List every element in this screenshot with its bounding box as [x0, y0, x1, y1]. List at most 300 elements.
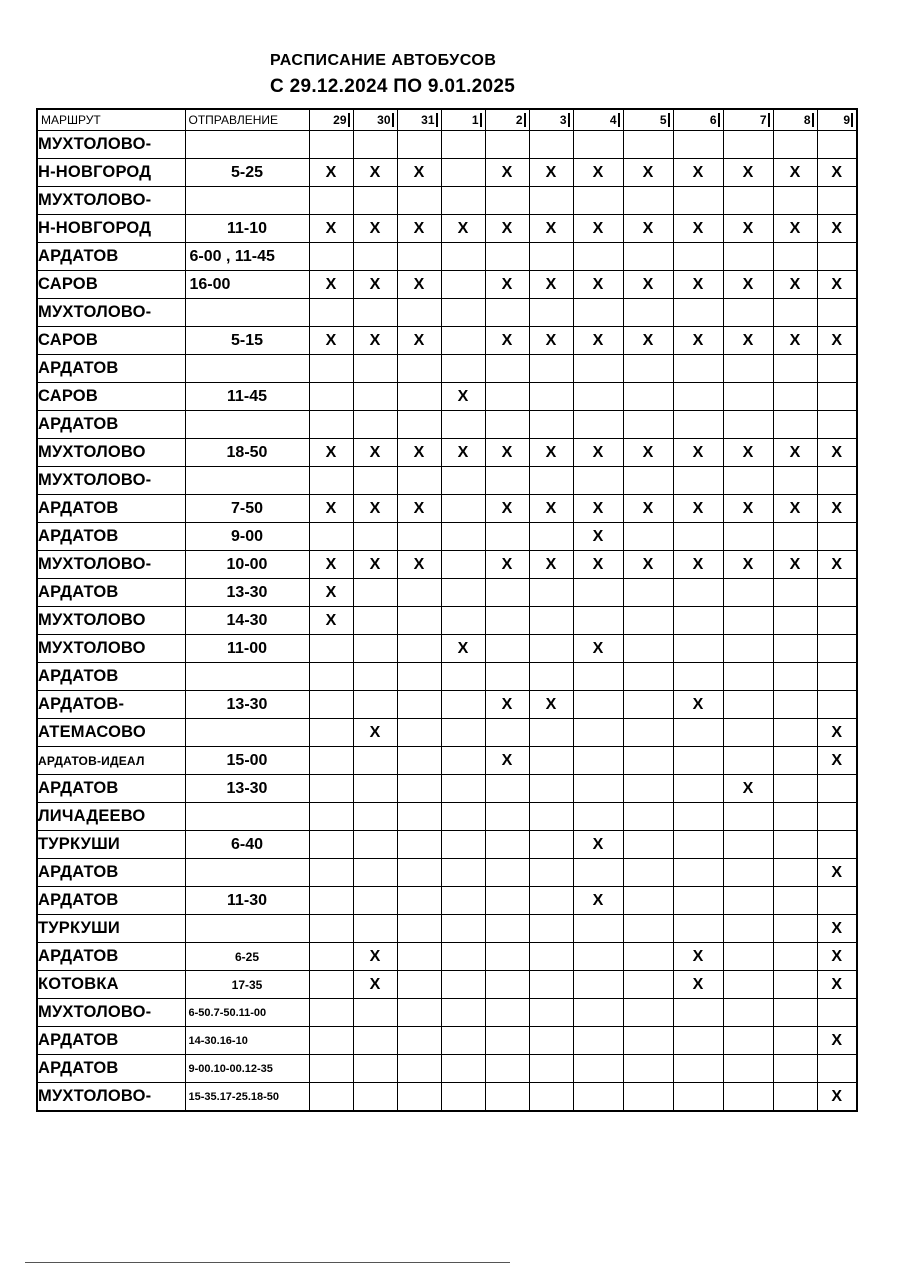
- day-mark-cell: X: [485, 271, 529, 299]
- day-mark-cell: X: [309, 271, 353, 299]
- day-mark-cell: X: [723, 551, 773, 579]
- day-mark-cell: X: [485, 691, 529, 719]
- table-row: [37, 579, 857, 607]
- header-route: МАРШРУТ: [37, 109, 185, 131]
- day-mark-cell: X: [309, 607, 353, 635]
- day-mark-cell: [397, 915, 441, 943]
- route-cell: АРДАТОВ: [37, 1027, 185, 1055]
- table-row: [37, 747, 857, 775]
- route-cell: МУХТОЛОВО: [37, 439, 185, 467]
- day-mark-cell: [623, 1027, 673, 1055]
- day-mark-cell: [397, 859, 441, 887]
- departure-cell: 17-35: [185, 971, 309, 999]
- day-mark-cell: [773, 719, 817, 747]
- day-mark-cell: [773, 887, 817, 915]
- day-mark-cell: [485, 243, 529, 271]
- day-mark-cell: X: [529, 159, 573, 187]
- day-mark-cell: [529, 1083, 573, 1112]
- day-mark-cell: [529, 971, 573, 999]
- day-mark-cell: [623, 999, 673, 1027]
- day-mark-cell: [673, 719, 723, 747]
- day-mark-cell: X: [723, 327, 773, 355]
- day-mark-cell: [817, 299, 857, 327]
- day-mark-cell: X: [773, 551, 817, 579]
- day-mark-cell: X: [817, 215, 857, 243]
- day-mark-cell: [309, 1083, 353, 1112]
- day-mark-cell: [441, 1027, 485, 1055]
- day-mark-cell: [441, 719, 485, 747]
- day-mark-cell: [573, 131, 623, 159]
- day-mark-cell: [353, 887, 397, 915]
- day-mark-cell: [817, 803, 857, 831]
- day-mark-cell: [817, 831, 857, 859]
- day-mark-cell: X: [623, 327, 673, 355]
- day-mark-cell: [817, 411, 857, 439]
- day-mark-cell: [353, 579, 397, 607]
- day-mark-cell: X: [673, 551, 723, 579]
- day-mark-cell: [623, 131, 673, 159]
- day-mark-cell: [529, 299, 573, 327]
- day-mark-cell: [309, 299, 353, 327]
- day-mark-cell: [309, 467, 353, 495]
- day-mark-cell: [397, 355, 441, 383]
- table-row: [37, 131, 857, 159]
- day-mark-cell: X: [817, 747, 857, 775]
- day-mark-cell: X: [817, 971, 857, 999]
- day-mark-cell: [623, 467, 673, 495]
- day-mark-cell: X: [529, 439, 573, 467]
- day-mark-cell: X: [817, 719, 857, 747]
- day-mark-cell: [441, 607, 485, 635]
- day-mark-cell: [353, 691, 397, 719]
- day-mark-cell: [817, 691, 857, 719]
- day-mark-cell: [397, 467, 441, 495]
- day-mark-cell: [773, 747, 817, 775]
- day-mark-cell: X: [773, 439, 817, 467]
- day-mark-cell: [529, 131, 573, 159]
- day-mark-cell: [485, 971, 529, 999]
- day-mark-cell: [673, 243, 723, 271]
- day-mark-cell: [673, 915, 723, 943]
- day-mark-cell: [773, 299, 817, 327]
- day-mark-cell: X: [353, 327, 397, 355]
- day-mark-cell: [353, 187, 397, 215]
- day-mark-cell: X: [573, 439, 623, 467]
- day-mark-cell: [485, 803, 529, 831]
- day-mark-cell: [485, 411, 529, 439]
- day-mark-cell: [723, 747, 773, 775]
- day-mark-cell: [817, 187, 857, 215]
- day-mark-cell: X: [573, 635, 623, 663]
- day-mark-cell: [573, 467, 623, 495]
- day-mark-cell: [309, 915, 353, 943]
- day-mark-cell: [529, 859, 573, 887]
- day-mark-cell: [309, 523, 353, 551]
- day-mark-cell: [397, 383, 441, 411]
- table-row: [37, 971, 857, 999]
- day-mark-cell: X: [353, 551, 397, 579]
- day-mark-cell: [573, 943, 623, 971]
- day-mark-cell: [573, 775, 623, 803]
- day-mark-cell: [723, 635, 773, 663]
- day-mark-cell: [353, 1027, 397, 1055]
- day-mark-cell: [397, 999, 441, 1027]
- day-mark-cell: [623, 243, 673, 271]
- header-day: 30: [353, 109, 397, 131]
- departure-cell: 10-00: [185, 551, 309, 579]
- day-mark-cell: [309, 831, 353, 859]
- day-mark-cell: [573, 1083, 623, 1112]
- day-mark-cell: [309, 411, 353, 439]
- day-mark-cell: [723, 187, 773, 215]
- day-mark-cell: [397, 411, 441, 439]
- header-day: 7: [723, 109, 773, 131]
- day-mark-cell: [309, 887, 353, 915]
- day-mark-cell: [817, 775, 857, 803]
- day-mark-cell: [309, 635, 353, 663]
- day-mark-cell: [723, 579, 773, 607]
- departure-cell: [185, 299, 309, 327]
- day-mark-cell: [485, 467, 529, 495]
- departure-cell: [185, 411, 309, 439]
- day-mark-cell: [353, 243, 397, 271]
- day-mark-cell: [623, 383, 673, 411]
- day-mark-cell: X: [397, 327, 441, 355]
- day-mark-cell: [723, 999, 773, 1027]
- day-mark-cell: [529, 383, 573, 411]
- day-mark-cell: [529, 1027, 573, 1055]
- day-mark-cell: [309, 971, 353, 999]
- table-row: [37, 327, 857, 355]
- day-mark-cell: [441, 159, 485, 187]
- day-mark-cell: X: [817, 915, 857, 943]
- day-mark-cell: X: [397, 215, 441, 243]
- header-day: 8: [773, 109, 817, 131]
- day-mark-cell: [673, 355, 723, 383]
- day-mark-cell: X: [673, 215, 723, 243]
- day-mark-cell: [673, 663, 723, 691]
- route-cell: АРДАТОВ: [37, 579, 185, 607]
- departure-cell: [185, 355, 309, 383]
- table-row: [37, 1083, 857, 1112]
- day-mark-cell: [817, 523, 857, 551]
- day-mark-cell: X: [573, 159, 623, 187]
- header-row: [37, 109, 857, 131]
- day-mark-cell: [441, 187, 485, 215]
- route-cell: АРДАТОВ: [37, 243, 185, 271]
- departure-cell: 9-00: [185, 523, 309, 551]
- day-mark-cell: X: [623, 439, 673, 467]
- day-mark-cell: [353, 1055, 397, 1083]
- table-row: [37, 495, 857, 523]
- departure-cell: 6-25: [185, 943, 309, 971]
- day-mark-cell: X: [485, 327, 529, 355]
- day-mark-cell: X: [817, 159, 857, 187]
- day-mark-cell: [309, 1027, 353, 1055]
- day-mark-cell: X: [573, 327, 623, 355]
- table-row: [37, 775, 857, 803]
- route-cell: АРДАТОВ: [37, 663, 185, 691]
- day-mark-cell: [397, 691, 441, 719]
- table-row: [37, 243, 857, 271]
- day-mark-cell: [623, 1083, 673, 1112]
- day-mark-cell: X: [309, 495, 353, 523]
- departure-cell: 11-00: [185, 635, 309, 663]
- route-cell: МУХТОЛОВО-: [37, 299, 185, 327]
- day-mark-cell: [397, 299, 441, 327]
- route-cell: Н-НОВГОРОД: [37, 215, 185, 243]
- header-day: 29: [309, 109, 353, 131]
- day-mark-cell: [353, 915, 397, 943]
- day-mark-cell: [773, 1083, 817, 1112]
- day-mark-cell: X: [529, 215, 573, 243]
- table-row: [37, 383, 857, 411]
- day-mark-cell: X: [623, 271, 673, 299]
- day-mark-cell: X: [723, 495, 773, 523]
- day-mark-cell: [773, 187, 817, 215]
- day-mark-cell: [397, 579, 441, 607]
- day-mark-cell: X: [673, 271, 723, 299]
- day-mark-cell: [817, 467, 857, 495]
- day-mark-cell: [773, 607, 817, 635]
- day-mark-cell: [723, 299, 773, 327]
- day-mark-cell: [723, 411, 773, 439]
- day-mark-cell: X: [353, 719, 397, 747]
- departure-cell: 11-10: [185, 215, 309, 243]
- day-mark-cell: [309, 1055, 353, 1083]
- day-mark-cell: [397, 943, 441, 971]
- day-mark-cell: [353, 747, 397, 775]
- day-mark-cell: [441, 355, 485, 383]
- day-mark-cell: [309, 243, 353, 271]
- day-mark-cell: [485, 131, 529, 159]
- day-mark-cell: [623, 915, 673, 943]
- day-mark-cell: X: [723, 215, 773, 243]
- day-mark-cell: [485, 1083, 529, 1112]
- day-mark-cell: [529, 1055, 573, 1083]
- table-row: [37, 915, 857, 943]
- day-mark-cell: [397, 243, 441, 271]
- day-mark-cell: [817, 1055, 857, 1083]
- day-mark-cell: [485, 383, 529, 411]
- day-mark-cell: X: [441, 383, 485, 411]
- day-mark-cell: [673, 1083, 723, 1112]
- day-mark-cell: X: [441, 215, 485, 243]
- day-mark-cell: [623, 775, 673, 803]
- route-cell: АРДАТОВ: [37, 495, 185, 523]
- day-mark-cell: [773, 999, 817, 1027]
- day-mark-cell: [673, 635, 723, 663]
- day-mark-cell: X: [353, 159, 397, 187]
- day-mark-cell: X: [773, 495, 817, 523]
- route-cell: САРОВ: [37, 271, 185, 299]
- departure-cell: 13-30: [185, 579, 309, 607]
- route-cell: АРДАТОВ-: [37, 691, 185, 719]
- day-mark-cell: [485, 663, 529, 691]
- day-mark-cell: [723, 523, 773, 551]
- day-mark-cell: [485, 775, 529, 803]
- day-mark-cell: [773, 943, 817, 971]
- day-mark-cell: [441, 579, 485, 607]
- departure-cell: 13-30: [185, 691, 309, 719]
- day-mark-cell: [441, 299, 485, 327]
- table-row: [37, 411, 857, 439]
- table-row: [37, 831, 857, 859]
- day-mark-cell: X: [441, 439, 485, 467]
- table-row: [37, 663, 857, 691]
- day-mark-cell: [441, 411, 485, 439]
- day-mark-cell: [397, 831, 441, 859]
- departure-cell: 6-00 , 11-45: [185, 243, 309, 271]
- day-mark-cell: [673, 887, 723, 915]
- day-mark-cell: X: [673, 439, 723, 467]
- route-cell: АРДАТОВ: [37, 523, 185, 551]
- day-mark-cell: X: [773, 327, 817, 355]
- day-mark-cell: [529, 775, 573, 803]
- day-mark-cell: [441, 551, 485, 579]
- route-cell: КОТОВКА: [37, 971, 185, 999]
- day-mark-cell: [309, 355, 353, 383]
- day-mark-cell: [309, 131, 353, 159]
- day-mark-cell: [623, 859, 673, 887]
- day-mark-cell: [485, 1055, 529, 1083]
- day-mark-cell: [773, 1055, 817, 1083]
- day-mark-cell: [817, 999, 857, 1027]
- day-mark-cell: X: [773, 271, 817, 299]
- day-mark-cell: [441, 747, 485, 775]
- day-mark-cell: [309, 859, 353, 887]
- departure-cell: [185, 803, 309, 831]
- route-cell: ТУРКУШИ: [37, 915, 185, 943]
- route-cell: МУХТОЛОВО-: [37, 551, 185, 579]
- day-mark-cell: [673, 467, 723, 495]
- day-mark-cell: [529, 355, 573, 383]
- day-mark-cell: X: [817, 495, 857, 523]
- day-mark-cell: [673, 859, 723, 887]
- day-mark-cell: [623, 943, 673, 971]
- day-mark-cell: X: [623, 215, 673, 243]
- day-mark-cell: [673, 131, 723, 159]
- day-mark-cell: X: [309, 579, 353, 607]
- day-mark-cell: [723, 831, 773, 859]
- day-mark-cell: [441, 131, 485, 159]
- day-mark-cell: [397, 1083, 441, 1112]
- header-day: 9: [817, 109, 857, 131]
- day-mark-cell: X: [817, 551, 857, 579]
- day-mark-cell: [397, 1055, 441, 1083]
- day-mark-cell: X: [353, 971, 397, 999]
- day-mark-cell: X: [485, 439, 529, 467]
- table-row: [37, 159, 857, 187]
- day-mark-cell: [573, 859, 623, 887]
- day-mark-cell: [529, 831, 573, 859]
- day-mark-cell: X: [529, 327, 573, 355]
- day-mark-cell: X: [485, 159, 529, 187]
- departure-cell: 9-00.10-00.12-35: [185, 1055, 309, 1083]
- day-mark-cell: [309, 803, 353, 831]
- table-row: [37, 523, 857, 551]
- table-row: [37, 467, 857, 495]
- day-mark-cell: [673, 523, 723, 551]
- departure-cell: 13-30: [185, 775, 309, 803]
- day-mark-cell: [573, 1055, 623, 1083]
- table-row: [37, 187, 857, 215]
- day-mark-cell: [397, 775, 441, 803]
- table-row: [37, 803, 857, 831]
- table-row: [37, 215, 857, 243]
- day-mark-cell: [723, 1027, 773, 1055]
- departure-cell: [185, 663, 309, 691]
- day-mark-cell: [397, 971, 441, 999]
- day-mark-cell: [397, 887, 441, 915]
- route-cell: МУХТОЛОВО: [37, 635, 185, 663]
- day-mark-cell: [485, 1027, 529, 1055]
- day-mark-cell: [485, 187, 529, 215]
- day-mark-cell: X: [309, 215, 353, 243]
- day-mark-cell: X: [397, 271, 441, 299]
- day-mark-cell: [623, 579, 673, 607]
- header-day: 5: [623, 109, 673, 131]
- day-mark-cell: [773, 663, 817, 691]
- day-mark-cell: [397, 719, 441, 747]
- route-cell: АРДАТОВ: [37, 859, 185, 887]
- day-mark-cell: [309, 719, 353, 747]
- day-mark-cell: X: [723, 439, 773, 467]
- day-mark-cell: X: [353, 439, 397, 467]
- day-mark-cell: [529, 943, 573, 971]
- day-mark-cell: X: [817, 271, 857, 299]
- day-mark-cell: [529, 999, 573, 1027]
- table-row: [37, 271, 857, 299]
- day-mark-cell: [623, 355, 673, 383]
- day-mark-cell: [485, 355, 529, 383]
- day-mark-cell: [353, 411, 397, 439]
- day-mark-cell: [817, 355, 857, 383]
- day-mark-cell: X: [773, 159, 817, 187]
- table-row: [37, 1055, 857, 1083]
- day-mark-cell: [623, 971, 673, 999]
- day-mark-cell: [441, 1055, 485, 1083]
- day-mark-cell: [485, 523, 529, 551]
- day-mark-cell: [309, 999, 353, 1027]
- day-mark-cell: [441, 1083, 485, 1112]
- departure-cell: 7-50: [185, 495, 309, 523]
- day-mark-cell: [573, 915, 623, 943]
- day-mark-cell: [441, 971, 485, 999]
- departure-cell: [185, 859, 309, 887]
- day-mark-cell: [529, 747, 573, 775]
- day-mark-cell: X: [353, 495, 397, 523]
- day-mark-cell: [573, 383, 623, 411]
- day-mark-cell: [673, 831, 723, 859]
- day-mark-cell: [723, 915, 773, 943]
- day-mark-cell: [773, 467, 817, 495]
- day-mark-cell: [673, 747, 723, 775]
- departure-cell: 5-15: [185, 327, 309, 355]
- day-mark-cell: [485, 607, 529, 635]
- day-mark-cell: [441, 523, 485, 551]
- day-mark-cell: [673, 1027, 723, 1055]
- day-mark-cell: [441, 663, 485, 691]
- day-mark-cell: [723, 887, 773, 915]
- day-mark-cell: [623, 187, 673, 215]
- day-mark-cell: [353, 635, 397, 663]
- day-mark-cell: [441, 327, 485, 355]
- day-mark-cell: [309, 691, 353, 719]
- departure-cell: [185, 131, 309, 159]
- day-mark-cell: [817, 663, 857, 691]
- route-cell: САРОВ: [37, 383, 185, 411]
